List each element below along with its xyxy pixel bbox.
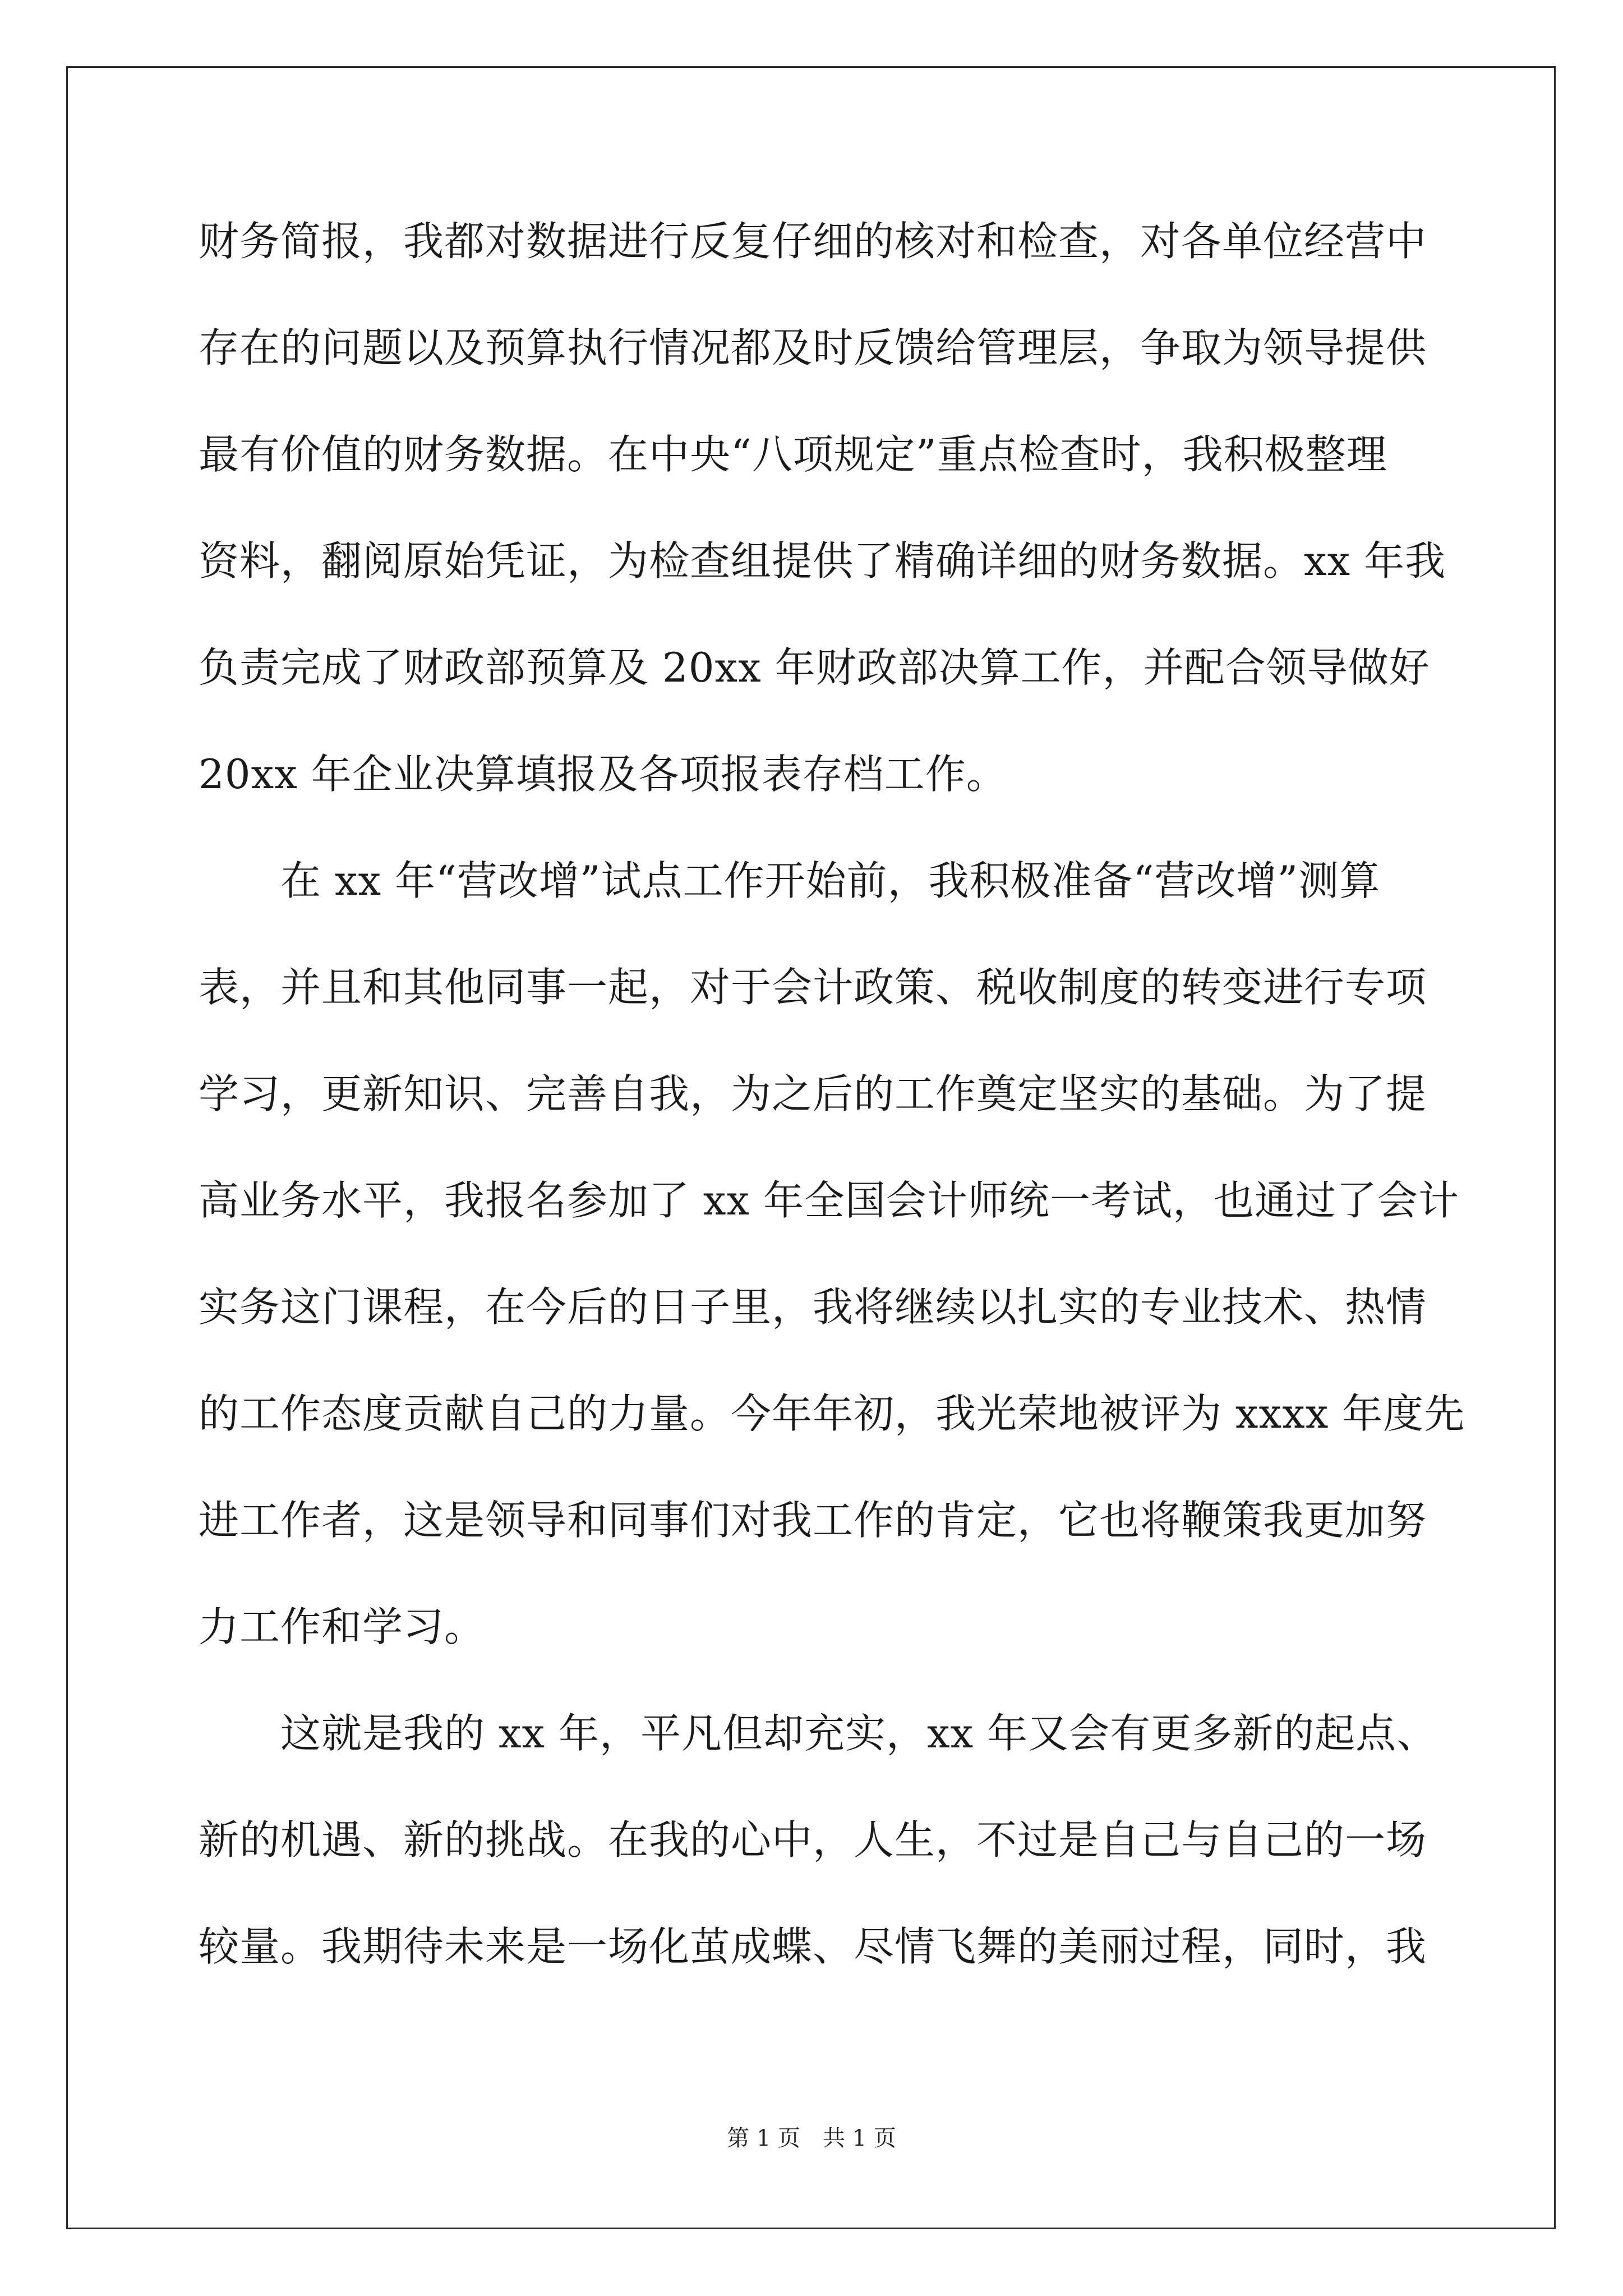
text-line: 力工作和学习。 bbox=[199, 1603, 486, 1650]
text-line: 新的机遇、新的挑战。在我的心中，人生，不过是自己与自己的一场 bbox=[199, 1816, 1427, 1864]
text-line: 存在的问题以及预算执行情况都及时反馈给管理层，争取为领导提供 bbox=[199, 324, 1427, 371]
text-line: 较量。我期待未来是一场化茧成蝶、尽情飞舞的美丽过程，同时，我 bbox=[199, 1923, 1427, 1970]
text-line: 这就是我的 xx 年，平凡但却充实，xx 年又会有更多新的起点、 bbox=[199, 1710, 1438, 1757]
text-line: 实务这门课程，在今后的日子里，我将继续以扎实的专业技术、热情 bbox=[199, 1283, 1427, 1331]
text-line: 的工作态度贡献自己的力量。今年年初，我光荣地被评为 xxxx 年度先 bbox=[199, 1390, 1465, 1437]
text-line: 负责完成了财政部预算及 20xx 年财政部决算工作，并配合领导做好 bbox=[199, 644, 1430, 691]
text-line: 20xx 年企业决算填报及各项报表存档工作。 bbox=[199, 751, 1007, 798]
text-line: 最有价值的财务数据。在中央“八项规定”重点检查时，我积极整理 bbox=[199, 431, 1387, 478]
document-body bbox=[199, 208, 1465, 2019]
page-number: 第 1 页 共 1 页 bbox=[727, 2125, 896, 2151]
text-line: 财务简报，我都对数据进行反复仔细的核对和检查，对各单位经营中 bbox=[199, 218, 1427, 265]
text-line: 学习，更新知识、完善自我，为之后的工作奠定坚实的基础。为了提 bbox=[199, 1070, 1427, 1117]
text-line: 在 xx 年“营改增”试点工作开始前，我积极准备“营改增”测算 bbox=[199, 857, 1381, 904]
text-line: 进工作者，这是领导和同事们对我工作的肯定，它也将鞭策我更加努 bbox=[199, 1497, 1427, 1544]
text-line: 表，并且和其他同事一起，对于会计政策、税收制度的转变进行专项 bbox=[199, 964, 1427, 1011]
text-line: 资料，翻阅原始凭证，为检查组提供了精确详细的财务数据。xx 年我 bbox=[199, 537, 1446, 585]
text-line: 高业务水平，我报名参加了 xx 年全国会计师统一考试，也通过了会计 bbox=[199, 1177, 1459, 1224]
